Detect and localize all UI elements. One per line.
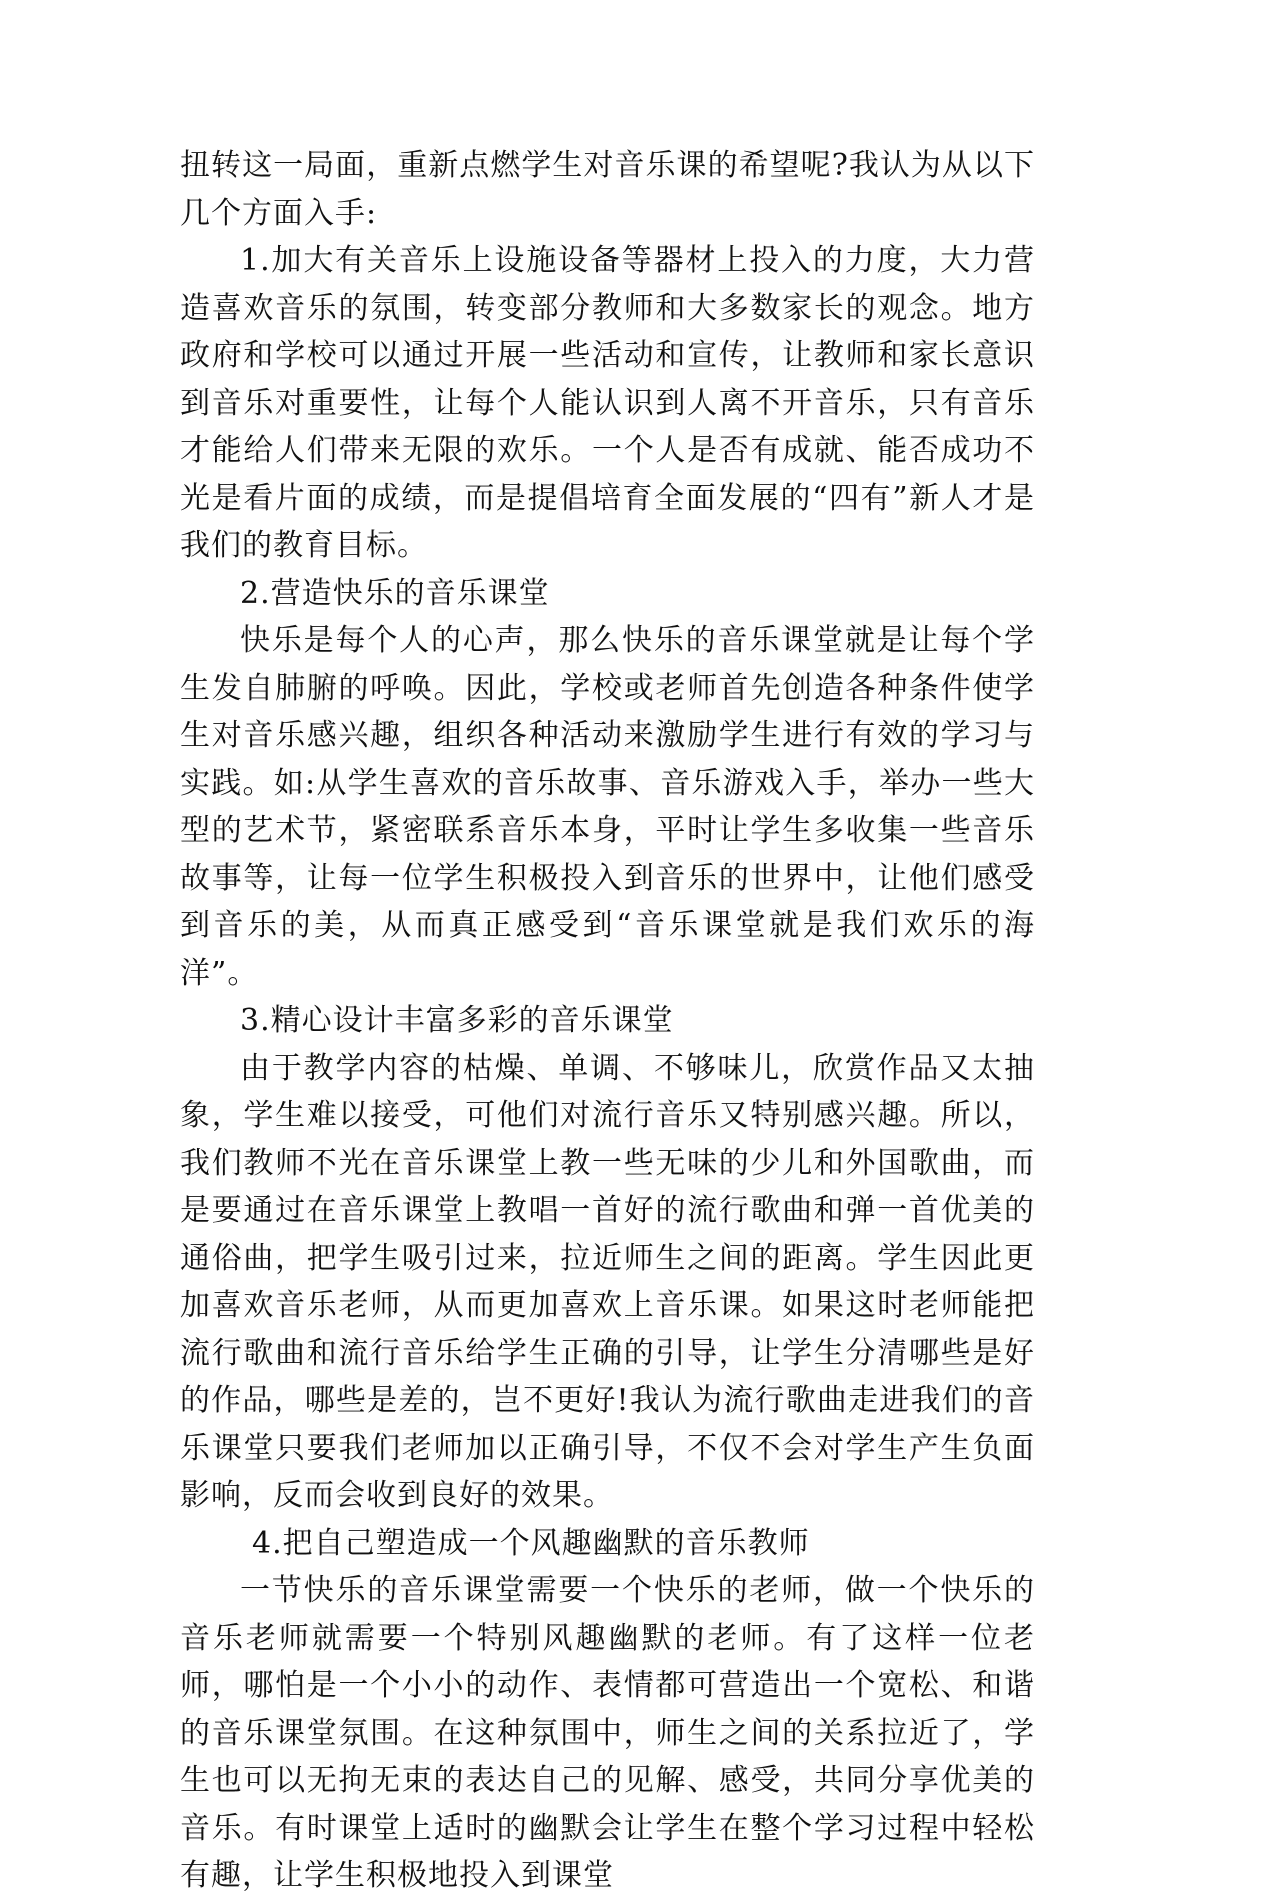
heading-point-4: 4.把自己塑造成一个风趣幽默的音乐教师 bbox=[252, 1525, 810, 1561]
paragraph-point-3-body: 由于教学内容的枯燥、单调、不够味儿，欣赏作品又太抽象，学生难以接受，可他们对流行音乐又特别感兴趣。所以，我们教师不光在音乐课堂上教一些无味的少儿和外国歌曲，而是要通过在音乐课堂上教唱一首好的流行歌曲和弹一首优美的通俗曲，把学生吸引过来，拉近师生之间的距离。学生因此更加喜欢音乐老师，从而更加喜欢上音乐课。如果这时老师能把流行歌曲和流行音乐给学生正确的引导，让学生分清哪些是好的作品，哪些是差的，岂不更好!我认为流行歌曲走进我们的音乐课堂只要我们老师加以正确引导，不仅不会对学生产生负面影响，反而会收到良好的效果。 bbox=[180, 1050, 1035, 1513]
paragraph-point-1: 1.加大有关音乐上设施设备等器材上投入的力度，大力营造喜欢音乐的氛围，转变部分教师和大多数家长的观念。地方政府和学校可以通过开展一些活动和宣传，让教师和家长意识到音乐对重要性，让每个人能认识到人离不开音乐，只有音乐才能给人们带来无限的欢乐。一个人是否有成就、能否成功不光是看片面的成绩，而是提倡培育全面发展的“四有”新人才是我们的教育目标。 bbox=[180, 243, 1035, 563]
paragraph-intro: 扭转这一局面，重新点燃学生对音乐课的希望呢?我认为从以下几个方面入手: bbox=[180, 148, 1035, 231]
document-page bbox=[180, 142, 1035, 1900]
heading-point-2: 2.营造快乐的音乐课堂 bbox=[240, 575, 550, 611]
paragraph-point-2-body: 快乐是每个人的心声，那么快乐的音乐课堂就是让每个学生发自肺腑的呼唤。因此，学校或老师首先创造各种条件使学生对音乐感兴趣，组织各种活动来激励学生进行有效的学习与实践。如:从学生喜欢的音乐故事、音乐游戏入手，举办一些大型的艺术节，紧密联系音乐本身，平时让学生多收集一些音乐故事等，让每一位学生积极投入到音乐的世界中，让他们感受到音乐的美，从而真正感受到“音乐课堂就是我们欢乐的海洋”。 bbox=[180, 623, 1035, 991]
paragraph-point-4-body: 一节快乐的音乐课堂需要一个快乐的老师，做一个快乐的音乐老师就需要一个特别风趣幽默的老师。有了这样一位老师，哪怕是一个小小的动作、表情都可营造出一个宽松、和谐的音乐课堂氛围。在这种氛围中，师生之间的关系拉近了，学生也可以无拘无束的表达自己的见解、感受，共同分享优美的音乐。有时课堂上适时的幽默会让学生在整个学习过程中轻松有趣，让学生积极地投入到课堂 bbox=[180, 1573, 1035, 1893]
heading-point-3: 3.精心设计丰富多彩的音乐课堂 bbox=[240, 1003, 674, 1038]
